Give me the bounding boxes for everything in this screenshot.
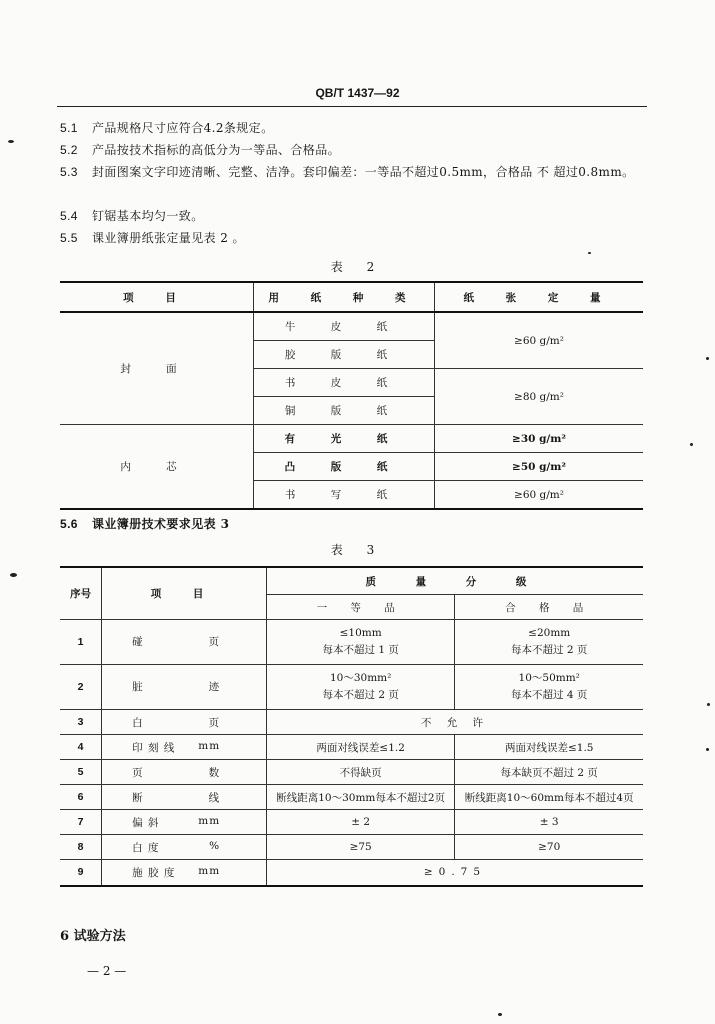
first-grade-requirement: ≥75 xyxy=(266,835,455,860)
first-grade-requirement: 断线距离10～30mm每本不超过2页 xyxy=(266,785,455,810)
table-row xyxy=(60,710,643,735)
header-pass-grade: 合 格 品 xyxy=(455,595,643,620)
scan-speck xyxy=(707,703,710,706)
header-item: 项 目 xyxy=(102,567,267,620)
first-grade-requirement: 两面对线误差≤1.2 xyxy=(266,735,455,760)
item-unit: 迹 xyxy=(208,680,221,693)
pass-grade-requirement: 每本缺页不超过 2 页 xyxy=(455,760,643,785)
table-3-header-row xyxy=(60,567,643,595)
pass-grade-requirement: ≥70 xyxy=(455,835,643,860)
clause-text: 封面图案文字印迹清晰、完整、洁净。套印偏差：一等品不超过0.5mm，合格品 不 超过0.8mm。 xyxy=(92,165,635,179)
weight-cell: ≥50 g/m² xyxy=(435,453,644,481)
clause-text: 钉锯基本均匀一致。 xyxy=(92,209,204,223)
clause-number: 5.4 xyxy=(60,209,78,223)
page-number: — 2 — xyxy=(87,964,127,978)
item-name: 施 胶 度 xyxy=(132,866,176,879)
row-number: 3 xyxy=(60,710,102,735)
row-number: 5 xyxy=(60,760,102,785)
header-grade: 质 量 分 级 xyxy=(266,567,643,595)
item-name: 印 刻 线 xyxy=(132,741,176,754)
clause-number: 5.5 xyxy=(60,231,78,245)
row-number: 9 xyxy=(60,860,102,886)
paper-cell: 胶 版 纸 xyxy=(254,341,435,369)
row-item xyxy=(102,785,267,810)
table-row xyxy=(60,860,643,886)
clause-number: 5.1 xyxy=(60,121,78,135)
clause-text: 课业簿册纸张定量见表 2 。 xyxy=(92,231,245,245)
clause-number: 5.3 xyxy=(60,165,78,179)
clause-text: 课业簿册技术要求见表 3 xyxy=(92,517,230,531)
row-number: 8 xyxy=(60,835,102,860)
scan-speck xyxy=(706,357,709,360)
scan-speck xyxy=(8,140,14,143)
row-number: 7 xyxy=(60,810,102,835)
item-unit: % xyxy=(209,839,221,852)
row-item xyxy=(102,665,267,710)
merged-requirement: ≥0.75 xyxy=(266,860,643,886)
header-seq: 序号 xyxy=(60,567,102,620)
row-item xyxy=(102,810,267,835)
clause-5-5 xyxy=(60,227,645,249)
weight-cell: ≥30 g/m² xyxy=(435,425,644,453)
pass-grade-requirement: ≤20mm 每本不超过 2 页 xyxy=(455,620,643,665)
item-name: 脏 xyxy=(132,680,144,693)
table-3-caption: 表 3 xyxy=(330,543,385,557)
item-name: 页 xyxy=(132,766,144,779)
row-item xyxy=(102,710,267,735)
header-paper-weight: 纸 张 定 量 xyxy=(435,282,644,312)
item-unit: mm xyxy=(198,814,221,827)
first-grade-requirement: ± 2 xyxy=(266,810,455,835)
row-number: 6 xyxy=(60,785,102,810)
clause-5-4 xyxy=(60,205,645,227)
header-item: 项 目 xyxy=(60,282,254,312)
table-row xyxy=(60,425,643,453)
item-unit: mm xyxy=(198,864,221,877)
standard-code-header: QB/T 1437—92 xyxy=(315,86,400,100)
item-name: 断 xyxy=(132,791,144,804)
paper-cell: 有 光 纸 xyxy=(254,425,435,453)
weight-cell: ≥60 g/m² xyxy=(435,481,644,510)
row-item xyxy=(102,620,267,665)
pass-grade-requirement: ± 3 xyxy=(455,810,643,835)
table-row xyxy=(60,835,643,860)
table-row xyxy=(60,620,643,665)
clause-number: 5.2 xyxy=(60,143,78,157)
paper-cell: 书 写 纸 xyxy=(254,481,435,510)
scan-speck xyxy=(498,1013,502,1016)
row-item xyxy=(102,860,267,886)
header-paper-type: 用 纸 种 类 xyxy=(254,282,435,312)
clause-number: 5.6 xyxy=(60,517,78,531)
scan-speck xyxy=(588,252,591,254)
item-unit: 线 xyxy=(208,791,221,804)
item-name: 偏 斜 xyxy=(132,816,160,829)
weight-cell: ≥60 g/m² xyxy=(435,312,644,369)
first-grade-requirement: 10～30mm² 每本不超过 2 页 xyxy=(266,665,455,710)
table-row xyxy=(60,665,643,710)
clause-text: 产品按技术指标的高低分为一等品、合格品。 xyxy=(92,143,341,157)
table-2-caption: 表 2 xyxy=(330,260,385,274)
scan-speck xyxy=(706,748,709,751)
scan-speck xyxy=(10,573,17,577)
clause-5-2 xyxy=(60,139,645,161)
row-item xyxy=(102,835,267,860)
table-row xyxy=(60,760,643,785)
cover-label: 封 面 xyxy=(60,312,254,425)
clause-text: 产品规格尺寸应符合4.2条规定。 xyxy=(92,121,274,135)
pass-grade-requirement: 断线距离10～60mm每本不超过4页 xyxy=(455,785,643,810)
table-row xyxy=(60,312,643,341)
item-unit: 数 xyxy=(208,766,221,779)
item-name: 白 xyxy=(132,716,144,729)
item-unit: mm xyxy=(198,739,221,752)
item-unit: 页 xyxy=(208,716,221,729)
item-name: 碰 xyxy=(132,635,144,648)
clause-5-6 xyxy=(60,513,645,535)
pass-grade-requirement: 两面对线误差≤1.5 xyxy=(455,735,643,760)
clause-5-1 xyxy=(60,117,645,139)
item-name: 白 度 xyxy=(132,841,160,854)
table-2-header-row xyxy=(60,282,643,312)
table-row xyxy=(60,810,643,835)
section-6-heading: 6 试验方法 xyxy=(60,929,126,944)
weight-cell: ≥80 g/m² xyxy=(435,369,644,425)
row-number: 1 xyxy=(60,620,102,665)
row-item xyxy=(102,735,267,760)
merged-requirement: 不 允 许 xyxy=(266,710,643,735)
table-2 xyxy=(60,281,643,510)
inner-label: 内 芯 xyxy=(60,425,254,510)
table-3 xyxy=(60,566,643,887)
table-row xyxy=(60,785,643,810)
row-number: 2 xyxy=(60,665,102,710)
clause-5-3 xyxy=(60,161,645,183)
header-first-grade: 一 等 品 xyxy=(266,595,455,620)
row-item xyxy=(102,760,267,785)
paper-cell: 铜 版 纸 xyxy=(254,397,435,425)
row-number: 4 xyxy=(60,735,102,760)
first-grade-requirement: 不得缺页 xyxy=(266,760,455,785)
header-rule xyxy=(57,106,647,107)
paper-cell: 凸 版 纸 xyxy=(254,453,435,481)
pass-grade-requirement: 10～50mm² 每本不超过 4 页 xyxy=(455,665,643,710)
first-grade-requirement: ≤10mm 每本不超过 1 页 xyxy=(266,620,455,665)
paper-cell: 书 皮 纸 xyxy=(254,369,435,397)
paper-cell: 牛 皮 纸 xyxy=(254,312,435,341)
item-unit: 页 xyxy=(208,635,221,648)
table-row xyxy=(60,735,643,760)
scan-speck xyxy=(690,443,693,446)
